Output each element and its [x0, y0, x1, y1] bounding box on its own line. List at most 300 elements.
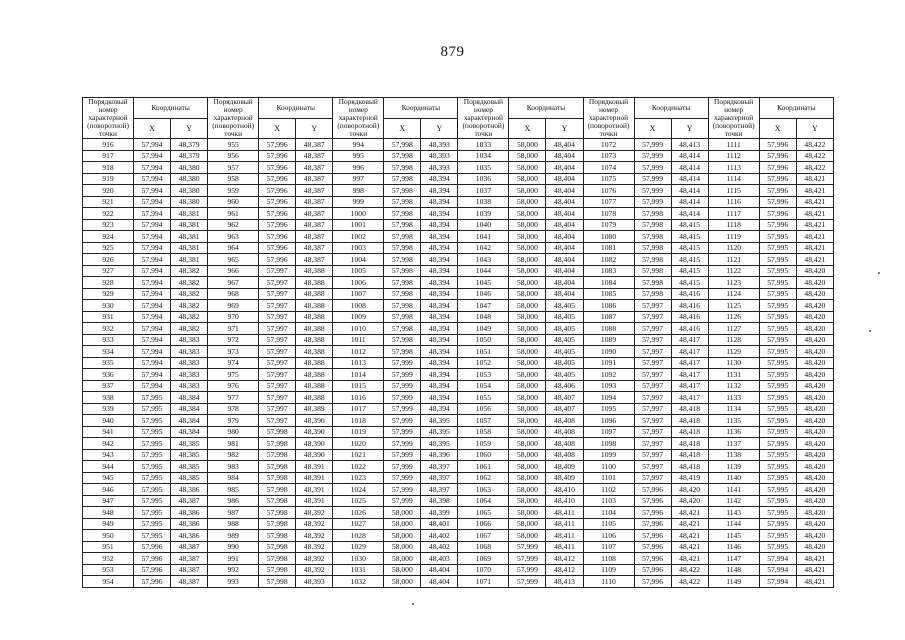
table-row — [83, 403, 834, 415]
table-row — [83, 438, 834, 450]
point-number-cell: 947 — [83, 495, 134, 507]
point-number-cell: 1077 — [583, 196, 634, 208]
header-seq-3: Порядковый номер характерной (поворотной) точки — [333, 98, 384, 139]
y-value-cell: 48,421 — [796, 576, 833, 588]
point-number-cell: 1082 — [583, 254, 634, 266]
point-number-cell: 1001 — [333, 219, 384, 231]
y-value-cell: 48,394 — [421, 392, 458, 404]
y-value-cell: 48,401 — [421, 518, 458, 530]
y-value-cell: 48,409 — [546, 472, 583, 484]
point-number-cell: 964 — [208, 242, 259, 254]
point-number-cell: 921 — [83, 196, 134, 208]
y-value-cell: 48,422 — [671, 564, 708, 576]
y-value-cell: 48,420 — [796, 323, 833, 335]
point-number-cell: 949 — [83, 518, 134, 530]
point-number-cell: 963 — [208, 231, 259, 243]
y-value-cell: 48,382 — [171, 323, 208, 335]
x-value-cell: 57,994 — [134, 346, 171, 358]
y-value-cell: 48,405 — [546, 323, 583, 335]
point-number-cell: 974 — [208, 357, 259, 369]
point-number-cell: 918 — [83, 162, 134, 174]
y-value-cell: 48,404 — [421, 564, 458, 576]
y-value-cell: 48,394 — [421, 380, 458, 392]
point-number-cell: 932 — [83, 323, 134, 335]
y-value-cell: 48,414 — [671, 185, 708, 197]
y-value-cell: 48,381 — [171, 254, 208, 266]
point-number-cell: 1130 — [708, 357, 759, 369]
point-number-cell: 1022 — [333, 461, 384, 473]
y-value-cell: 48,382 — [171, 311, 208, 323]
x-value-cell: 57,996 — [634, 553, 671, 565]
point-number-cell: 1056 — [458, 403, 509, 415]
y-value-cell: 48,393 — [421, 139, 458, 151]
point-number-cell: 1000 — [333, 208, 384, 220]
point-number-cell: 1052 — [458, 357, 509, 369]
x-value-cell: 57,997 — [259, 392, 296, 404]
point-number-cell: 1121 — [708, 254, 759, 266]
x-value-cell: 58,000 — [509, 300, 546, 312]
y-value-cell: 48,415 — [671, 254, 708, 266]
x-value-cell: 57,998 — [384, 242, 421, 254]
x-value-cell: 57,996 — [134, 541, 171, 553]
point-number-cell: 1040 — [458, 219, 509, 231]
header-seq-6: Порядковый номер характерной (поворотной) точки — [708, 98, 759, 139]
point-number-cell: 1104 — [583, 507, 634, 519]
y-value-cell: 48,392 — [296, 530, 333, 542]
point-number-cell: 1118 — [708, 219, 759, 231]
x-value-cell: 57,996 — [259, 254, 296, 266]
point-number-cell: 1119 — [708, 231, 759, 243]
point-number-cell: 1110 — [583, 576, 634, 588]
x-value-cell: 58,000 — [384, 518, 421, 530]
y-value-cell: 48,388 — [296, 265, 333, 277]
x-value-cell: 57,999 — [384, 426, 421, 438]
x-value-cell: 57,999 — [384, 461, 421, 473]
table-row — [83, 495, 834, 507]
x-value-cell: 57,997 — [634, 461, 671, 473]
y-value-cell: 48,420 — [796, 495, 833, 507]
x-value-cell: 58,000 — [509, 231, 546, 243]
y-value-cell: 48,421 — [796, 173, 833, 185]
point-number-cell: 920 — [83, 185, 134, 197]
x-value-cell: 57,997 — [634, 323, 671, 335]
point-number-cell: 1030 — [333, 553, 384, 565]
x-value-cell: 57,996 — [259, 173, 296, 185]
table-row — [83, 346, 834, 358]
point-number-cell: 1026 — [333, 507, 384, 519]
y-value-cell: 48,384 — [171, 403, 208, 415]
point-number-cell: 1010 — [333, 323, 384, 335]
y-value-cell: 48,387 — [296, 139, 333, 151]
y-value-cell: 48,420 — [796, 530, 833, 542]
x-value-cell: 57,997 — [259, 288, 296, 300]
x-value-cell: 57,994 — [134, 265, 171, 277]
y-value-cell: 48,416 — [671, 288, 708, 300]
x-value-cell: 57,998 — [259, 530, 296, 542]
x-value-cell: 57,999 — [384, 369, 421, 381]
table-row — [83, 311, 834, 323]
x-value-cell: 57,997 — [634, 334, 671, 346]
y-value-cell: 48,416 — [671, 300, 708, 312]
point-number-cell: 1007 — [333, 288, 384, 300]
x-value-cell: 57,995 — [134, 449, 171, 461]
x-value-cell: 57,998 — [384, 288, 421, 300]
x-value-cell: 57,999 — [384, 438, 421, 450]
point-number-cell: 1142 — [708, 495, 759, 507]
y-value-cell: 48,387 — [171, 541, 208, 553]
point-number-cell: 1097 — [583, 426, 634, 438]
y-value-cell: 48,385 — [171, 438, 208, 450]
x-value-cell: 57,996 — [634, 495, 671, 507]
x-value-cell: 58,000 — [509, 392, 546, 404]
point-number-cell: 967 — [208, 277, 259, 289]
x-value-cell: 57,994 — [759, 576, 796, 588]
y-value-cell: 48,396 — [421, 449, 458, 461]
point-number-cell: 1106 — [583, 530, 634, 542]
table-row — [83, 334, 834, 346]
point-number-cell: 1149 — [708, 576, 759, 588]
table-row — [83, 392, 834, 404]
y-value-cell: 48,404 — [546, 288, 583, 300]
scan-speck — [412, 603, 414, 605]
table-header — [83, 98, 834, 139]
point-number-cell: 1037 — [458, 185, 509, 197]
x-value-cell: 57,999 — [384, 484, 421, 496]
point-number-cell: 1066 — [458, 518, 509, 530]
y-value-cell: 48,381 — [171, 242, 208, 254]
x-value-cell: 57,994 — [134, 254, 171, 266]
x-value-cell: 57,997 — [634, 311, 671, 323]
table-row — [83, 507, 834, 519]
point-number-cell: 1049 — [458, 323, 509, 335]
x-value-cell: 57,998 — [259, 507, 296, 519]
x-value-cell: 57,999 — [634, 139, 671, 151]
x-value-cell: 58,000 — [384, 576, 421, 588]
point-number-cell: 1131 — [708, 369, 759, 381]
point-number-cell: 961 — [208, 208, 259, 220]
header-y-3: Y — [421, 119, 458, 139]
x-value-cell: 57,994 — [759, 564, 796, 576]
y-value-cell: 48,383 — [171, 380, 208, 392]
x-value-cell: 57,994 — [134, 323, 171, 335]
point-number-cell: 955 — [208, 139, 259, 151]
point-number-cell: 1145 — [708, 530, 759, 542]
table-row — [83, 139, 834, 151]
x-value-cell: 58,000 — [509, 507, 546, 519]
y-value-cell: 48,414 — [671, 150, 708, 162]
y-value-cell: 48,391 — [296, 495, 333, 507]
table-row — [83, 380, 834, 392]
x-value-cell: 57,998 — [634, 265, 671, 277]
point-number-cell: 1095 — [583, 403, 634, 415]
y-value-cell: 48,394 — [421, 357, 458, 369]
y-value-cell: 48,405 — [546, 334, 583, 346]
point-number-cell: 954 — [83, 576, 134, 588]
point-number-cell: 1114 — [708, 173, 759, 185]
x-value-cell: 57,995 — [759, 541, 796, 553]
y-value-cell: 48,382 — [171, 277, 208, 289]
x-value-cell: 57,997 — [259, 277, 296, 289]
y-value-cell: 48,415 — [671, 231, 708, 243]
point-number-cell: 1138 — [708, 449, 759, 461]
point-number-cell: 1094 — [583, 392, 634, 404]
coordinates-table — [82, 97, 834, 588]
x-value-cell: 57,997 — [634, 426, 671, 438]
point-number-cell: 979 — [208, 415, 259, 427]
y-value-cell: 48,420 — [796, 472, 833, 484]
x-value-cell: 57,996 — [134, 576, 171, 588]
point-number-cell: 1019 — [333, 426, 384, 438]
y-value-cell: 48,404 — [546, 219, 583, 231]
header-y-4: Y — [546, 119, 583, 139]
point-number-cell: 1033 — [458, 139, 509, 151]
y-value-cell: 48,404 — [546, 196, 583, 208]
point-number-cell: 1002 — [333, 231, 384, 243]
y-value-cell: 48,380 — [171, 162, 208, 174]
y-value-cell: 48,388 — [296, 288, 333, 300]
point-number-cell: 1035 — [458, 162, 509, 174]
y-value-cell: 48,392 — [296, 507, 333, 519]
x-value-cell: 58,000 — [509, 346, 546, 358]
x-value-cell: 57,995 — [759, 300, 796, 312]
x-value-cell: 57,994 — [134, 380, 171, 392]
y-value-cell: 48,420 — [796, 518, 833, 530]
point-number-cell: 1087 — [583, 311, 634, 323]
point-number-cell: 1137 — [708, 438, 759, 450]
x-value-cell: 57,998 — [384, 231, 421, 243]
x-value-cell: 57,995 — [759, 426, 796, 438]
point-number-cell: 1076 — [583, 185, 634, 197]
point-number-cell: 970 — [208, 311, 259, 323]
x-value-cell: 57,995 — [759, 254, 796, 266]
y-value-cell: 48,387 — [296, 162, 333, 174]
point-number-cell: 1115 — [708, 185, 759, 197]
x-value-cell: 57,998 — [259, 541, 296, 553]
point-number-cell: 1067 — [458, 530, 509, 542]
y-value-cell: 48,387 — [171, 564, 208, 576]
y-value-cell: 48,421 — [796, 242, 833, 254]
y-value-cell: 48,394 — [421, 173, 458, 185]
x-value-cell: 57,995 — [759, 518, 796, 530]
point-number-cell: 995 — [333, 150, 384, 162]
x-value-cell: 57,994 — [134, 231, 171, 243]
y-value-cell: 48,414 — [671, 162, 708, 174]
point-number-cell: 1117 — [708, 208, 759, 220]
point-number-cell: 1016 — [333, 392, 384, 404]
x-value-cell: 57,997 — [259, 403, 296, 415]
point-number-cell: 1034 — [458, 150, 509, 162]
y-value-cell: 48,408 — [546, 415, 583, 427]
y-value-cell: 48,420 — [796, 334, 833, 346]
x-value-cell: 57,997 — [259, 369, 296, 381]
point-number-cell: 1025 — [333, 495, 384, 507]
table-row — [83, 254, 834, 266]
y-value-cell: 48,405 — [546, 311, 583, 323]
point-number-cell: 988 — [208, 518, 259, 530]
table-row — [83, 173, 834, 185]
y-value-cell: 48,387 — [296, 219, 333, 231]
header-row-top — [83, 98, 834, 119]
point-number-cell: 1099 — [583, 449, 634, 461]
x-value-cell: 58,000 — [509, 139, 546, 151]
x-value-cell: 57,994 — [134, 300, 171, 312]
x-value-cell: 57,998 — [384, 277, 421, 289]
x-value-cell: 57,998 — [634, 231, 671, 243]
x-value-cell: 57,995 — [759, 380, 796, 392]
point-number-cell: 1107 — [583, 541, 634, 553]
x-value-cell: 57,998 — [634, 277, 671, 289]
x-value-cell: 58,000 — [509, 277, 546, 289]
x-value-cell: 58,000 — [509, 380, 546, 392]
x-value-cell: 58,000 — [509, 323, 546, 335]
point-number-cell: 1071 — [458, 576, 509, 588]
point-number-cell: 1128 — [708, 334, 759, 346]
x-value-cell: 58,000 — [509, 162, 546, 174]
y-value-cell: 48,420 — [796, 265, 833, 277]
x-value-cell: 57,995 — [134, 484, 171, 496]
y-value-cell: 48,384 — [171, 426, 208, 438]
x-value-cell: 58,000 — [509, 357, 546, 369]
y-value-cell: 48,399 — [421, 507, 458, 519]
y-value-cell: 48,418 — [671, 403, 708, 415]
y-value-cell: 48,411 — [546, 518, 583, 530]
point-number-cell: 1004 — [333, 254, 384, 266]
y-value-cell: 48,395 — [421, 415, 458, 427]
point-number-cell: 978 — [208, 403, 259, 415]
point-number-cell: 956 — [208, 150, 259, 162]
x-value-cell: 57,999 — [634, 162, 671, 174]
x-value-cell: 57,995 — [134, 392, 171, 404]
point-number-cell: 927 — [83, 265, 134, 277]
x-value-cell: 57,995 — [134, 426, 171, 438]
y-value-cell: 48,387 — [171, 576, 208, 588]
point-number-cell: 1093 — [583, 380, 634, 392]
point-number-cell: 1135 — [708, 415, 759, 427]
point-number-cell: 1058 — [458, 426, 509, 438]
y-value-cell: 48,417 — [671, 369, 708, 381]
table-row — [83, 472, 834, 484]
x-value-cell: 57,995 — [759, 231, 796, 243]
y-value-cell: 48,421 — [796, 185, 833, 197]
y-value-cell: 48,388 — [296, 300, 333, 312]
point-number-cell: 1063 — [458, 484, 509, 496]
point-number-cell: 1124 — [708, 288, 759, 300]
point-number-cell: 937 — [83, 380, 134, 392]
point-number-cell: 960 — [208, 196, 259, 208]
y-value-cell: 48,420 — [796, 346, 833, 358]
point-number-cell: 1113 — [708, 162, 759, 174]
x-value-cell: 57,998 — [259, 426, 296, 438]
y-value-cell: 48,420 — [796, 507, 833, 519]
x-value-cell: 57,994 — [134, 334, 171, 346]
x-value-cell: 57,994 — [134, 208, 171, 220]
x-value-cell: 57,997 — [259, 380, 296, 392]
x-value-cell: 57,998 — [384, 173, 421, 185]
x-value-cell: 57,995 — [759, 461, 796, 473]
y-value-cell: 48,387 — [296, 254, 333, 266]
y-value-cell: 48,387 — [171, 495, 208, 507]
point-number-cell: 1047 — [458, 300, 509, 312]
x-value-cell: 57,995 — [759, 357, 796, 369]
y-value-cell: 48,383 — [171, 357, 208, 369]
x-value-cell: 57,998 — [259, 518, 296, 530]
point-number-cell: 1006 — [333, 277, 384, 289]
y-value-cell: 48,388 — [296, 380, 333, 392]
point-number-cell: 931 — [83, 311, 134, 323]
y-value-cell: 48,416 — [671, 311, 708, 323]
x-value-cell: 57,995 — [759, 530, 796, 542]
point-number-cell: 1060 — [458, 449, 509, 461]
y-value-cell: 48,411 — [546, 530, 583, 542]
y-value-cell: 48,407 — [546, 392, 583, 404]
header-x-4: X — [509, 119, 546, 139]
table-body — [83, 139, 834, 588]
y-value-cell: 48,421 — [671, 507, 708, 519]
table-row — [83, 461, 834, 473]
y-value-cell: 48,417 — [671, 334, 708, 346]
x-value-cell: 57,994 — [134, 242, 171, 254]
point-number-cell: 1103 — [583, 495, 634, 507]
header-coords-5: Координаты — [634, 98, 708, 119]
x-value-cell: 57,999 — [634, 173, 671, 185]
y-value-cell: 48,412 — [546, 553, 583, 565]
x-value-cell: 57,999 — [384, 415, 421, 427]
x-value-cell: 57,999 — [634, 196, 671, 208]
table-row — [83, 288, 834, 300]
x-value-cell: 57,997 — [634, 300, 671, 312]
point-number-cell: 939 — [83, 403, 134, 415]
x-value-cell: 57,995 — [134, 530, 171, 542]
header-coords-3: Координаты — [384, 98, 458, 119]
point-number-cell: 916 — [83, 139, 134, 151]
y-value-cell: 48,388 — [296, 311, 333, 323]
point-number-cell: 1140 — [708, 472, 759, 484]
x-value-cell: 58,000 — [509, 415, 546, 427]
point-number-cell: 1013 — [333, 357, 384, 369]
table-row — [83, 564, 834, 576]
point-number-cell: 1122 — [708, 265, 759, 277]
x-value-cell: 57,996 — [634, 576, 671, 588]
x-value-cell: 57,996 — [259, 185, 296, 197]
point-number-cell: 998 — [333, 185, 384, 197]
y-value-cell: 48,404 — [546, 139, 583, 151]
x-value-cell: 57,995 — [759, 265, 796, 277]
x-value-cell: 57,995 — [759, 288, 796, 300]
y-value-cell: 48,381 — [171, 208, 208, 220]
x-value-cell: 57,995 — [134, 403, 171, 415]
point-number-cell: 1072 — [583, 139, 634, 151]
point-number-cell: 985 — [208, 484, 259, 496]
y-value-cell: 48,394 — [421, 231, 458, 243]
point-number-cell: 930 — [83, 300, 134, 312]
point-number-cell: 996 — [333, 162, 384, 174]
y-value-cell: 48,417 — [671, 392, 708, 404]
page-number: 879 — [440, 44, 465, 60]
point-number-cell: 941 — [83, 426, 134, 438]
y-value-cell: 48,390 — [296, 449, 333, 461]
point-number-cell: 1023 — [333, 472, 384, 484]
header-x-6: X — [759, 119, 796, 139]
y-value-cell: 48,382 — [171, 300, 208, 312]
x-value-cell: 57,997 — [259, 311, 296, 323]
x-value-cell: 57,999 — [509, 564, 546, 576]
y-value-cell: 48,415 — [671, 277, 708, 289]
table-row — [83, 541, 834, 553]
x-value-cell: 57,996 — [759, 208, 796, 220]
x-value-cell: 57,999 — [384, 449, 421, 461]
y-value-cell: 48,404 — [546, 231, 583, 243]
y-value-cell: 48,404 — [546, 173, 583, 185]
